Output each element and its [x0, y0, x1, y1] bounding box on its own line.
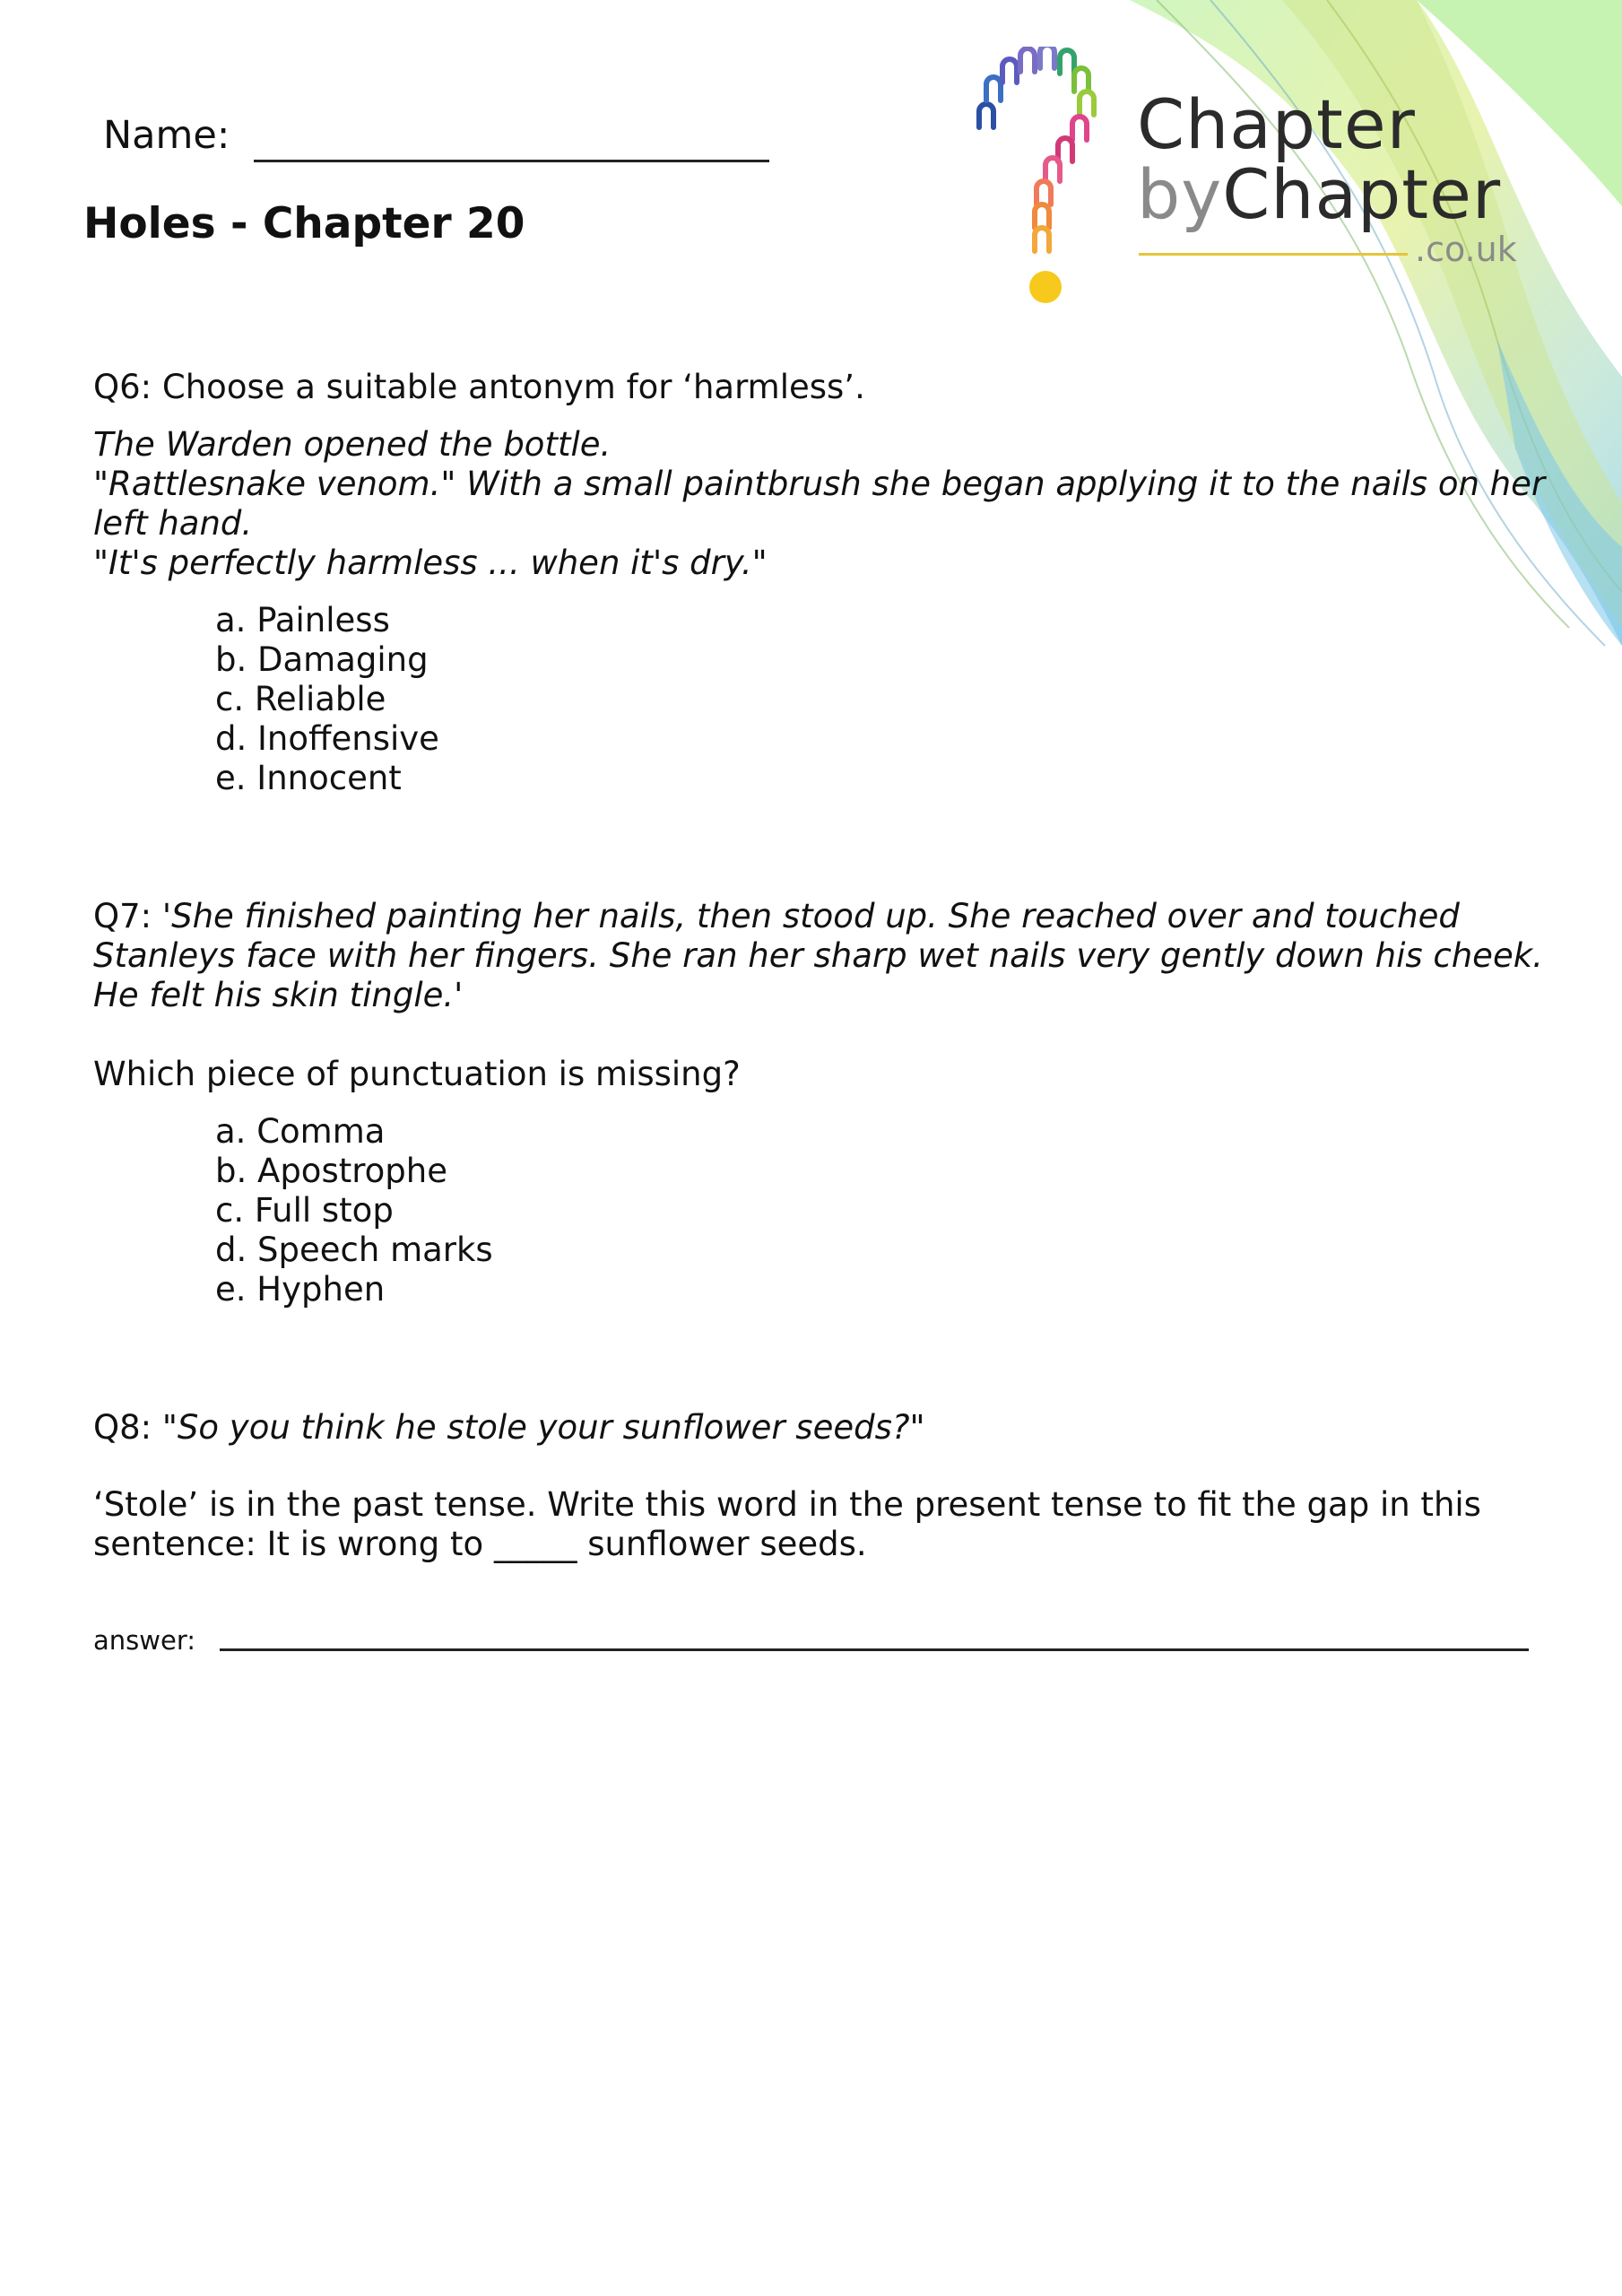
answer-line[interactable]: [220, 1648, 1529, 1651]
q6-options: [215, 601, 439, 798]
logo-line2-rest: Chapter: [1222, 154, 1502, 234]
logo-by: by: [1137, 154, 1223, 234]
q6-option[interactable]: b. Damaging: [215, 640, 429, 679]
q7-passage: 'She finished painting her nails, then stood up. She reached over and touched Stanleys face with her fingers. She ran her sharp wet nails very gently down his cheek. He felt his skin tingle.': [93, 897, 1543, 1014]
name-field-line[interactable]: [254, 160, 769, 162]
q8-label: Q8:: [93, 1408, 152, 1447]
q6-passage-line: The Warden opened the bottle.: [93, 425, 612, 464]
q7-option[interactable]: b. Apostrophe: [215, 1152, 447, 1190]
logo-line1: Chapter: [1137, 84, 1416, 164]
logo-domain: .co.uk: [1415, 230, 1517, 269]
q8-quote: "So you think he stole your sunflower seeds?": [161, 1408, 925, 1447]
name-label: Name:: [103, 113, 230, 158]
q7-question: Which piece of punctuation is missing?: [93, 1055, 741, 1093]
worksheet-title: Holes - Chapter 20: [83, 199, 525, 248]
q7-option[interactable]: a. Comma: [215, 1112, 386, 1151]
q7-option[interactable]: e. Hyphen: [215, 1270, 386, 1309]
q7-label: Q7:: [93, 897, 152, 935]
q6-passage-line: "Rattlesnake venom." With a small paintbrush she began applying it to the nails on her left hand.: [93, 465, 1546, 543]
q6-passage: [93, 425, 1546, 583]
q7-option[interactable]: d. Speech marks: [215, 1231, 493, 1269]
q6-passage-line: "It's perfectly harmless ... when it's dry.": [93, 544, 768, 582]
logo-rule: [1139, 253, 1408, 256]
logo-wordmark: [1137, 84, 1502, 234]
q6-option[interactable]: a. Painless: [215, 601, 390, 639]
q6-option[interactable]: e. Innocent: [215, 759, 402, 797]
q6-prompt: Q6: Choose a suitable antonym for ‘harmless’.: [93, 368, 865, 406]
q8-text: [93, 1408, 1546, 1448]
q6-option[interactable]: c. Reliable: [215, 680, 386, 718]
logo-line2: [1137, 154, 1502, 234]
q6-option[interactable]: d. Inoffensive: [215, 719, 439, 758]
q8-instruction: ‘Stole’ is in the past tense. Write this word in the present tense to fit the gap in this sentence: It is wrong to _____ sunflower seeds.: [93, 1485, 1481, 1563]
q7-text: [93, 897, 1546, 1015]
q7-options: [215, 1112, 493, 1309]
q7-option[interactable]: c. Full stop: [215, 1191, 394, 1230]
answer-label: answer:: [93, 1625, 196, 1656]
question-mark-books-icon: [959, 47, 1130, 316]
